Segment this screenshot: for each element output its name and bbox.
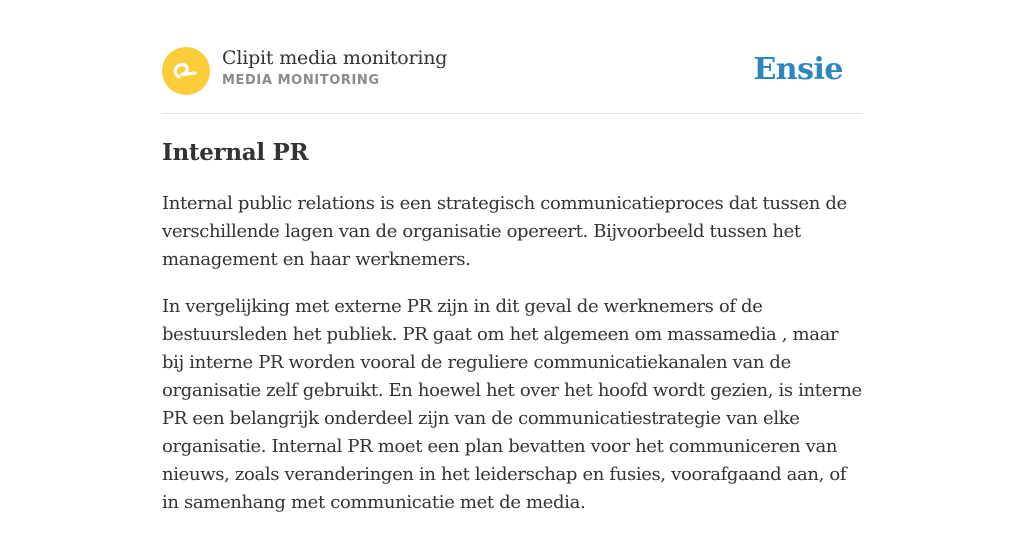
site-title[interactable]: Clipit media monitoring	[222, 47, 448, 69]
speech-bubble-glyph	[162, 47, 210, 95]
site-subtitle: MEDIA MONITORING	[222, 73, 380, 88]
brand-logo[interactable]: Ensie	[753, 52, 843, 87]
speech-bubble-icon[interactable]	[162, 47, 210, 95]
site-title-block	[222, 46, 447, 90]
article-body	[162, 190, 862, 536]
article-paragraph: In vergelijking met externe PR zijn in dit geval de werknemers of de bestuursleden het publiek. PR gaat om het algemeen om massamedia , maar bij interne PR worden vooral de reguliere communicatiekanalen van de organisatie zelf gebruikt. En hoewel het over het hoofd wordt gezien, is interne PR een belangrijk onderdeel zijn van de communicatiestrategie van elke organisatie. Internal PR moet een plan bevatten voor het communiceren van nieuws, zoals veranderingen in het leiderschap en fusies, voorafgaand aan, of in samenhang met communicatie met de media.	[162, 296, 862, 513]
page-container	[162, 0, 862, 513]
article-paragraph: Internal public relations is een strategisch communicatieproces dat tussen de verschillende lagen van de organisatie opereert. Bijvoorbeeld tussen het management en haar werknemers.	[162, 193, 847, 270]
header	[162, 0, 862, 114]
article-title: Internal PR	[162, 139, 309, 166]
